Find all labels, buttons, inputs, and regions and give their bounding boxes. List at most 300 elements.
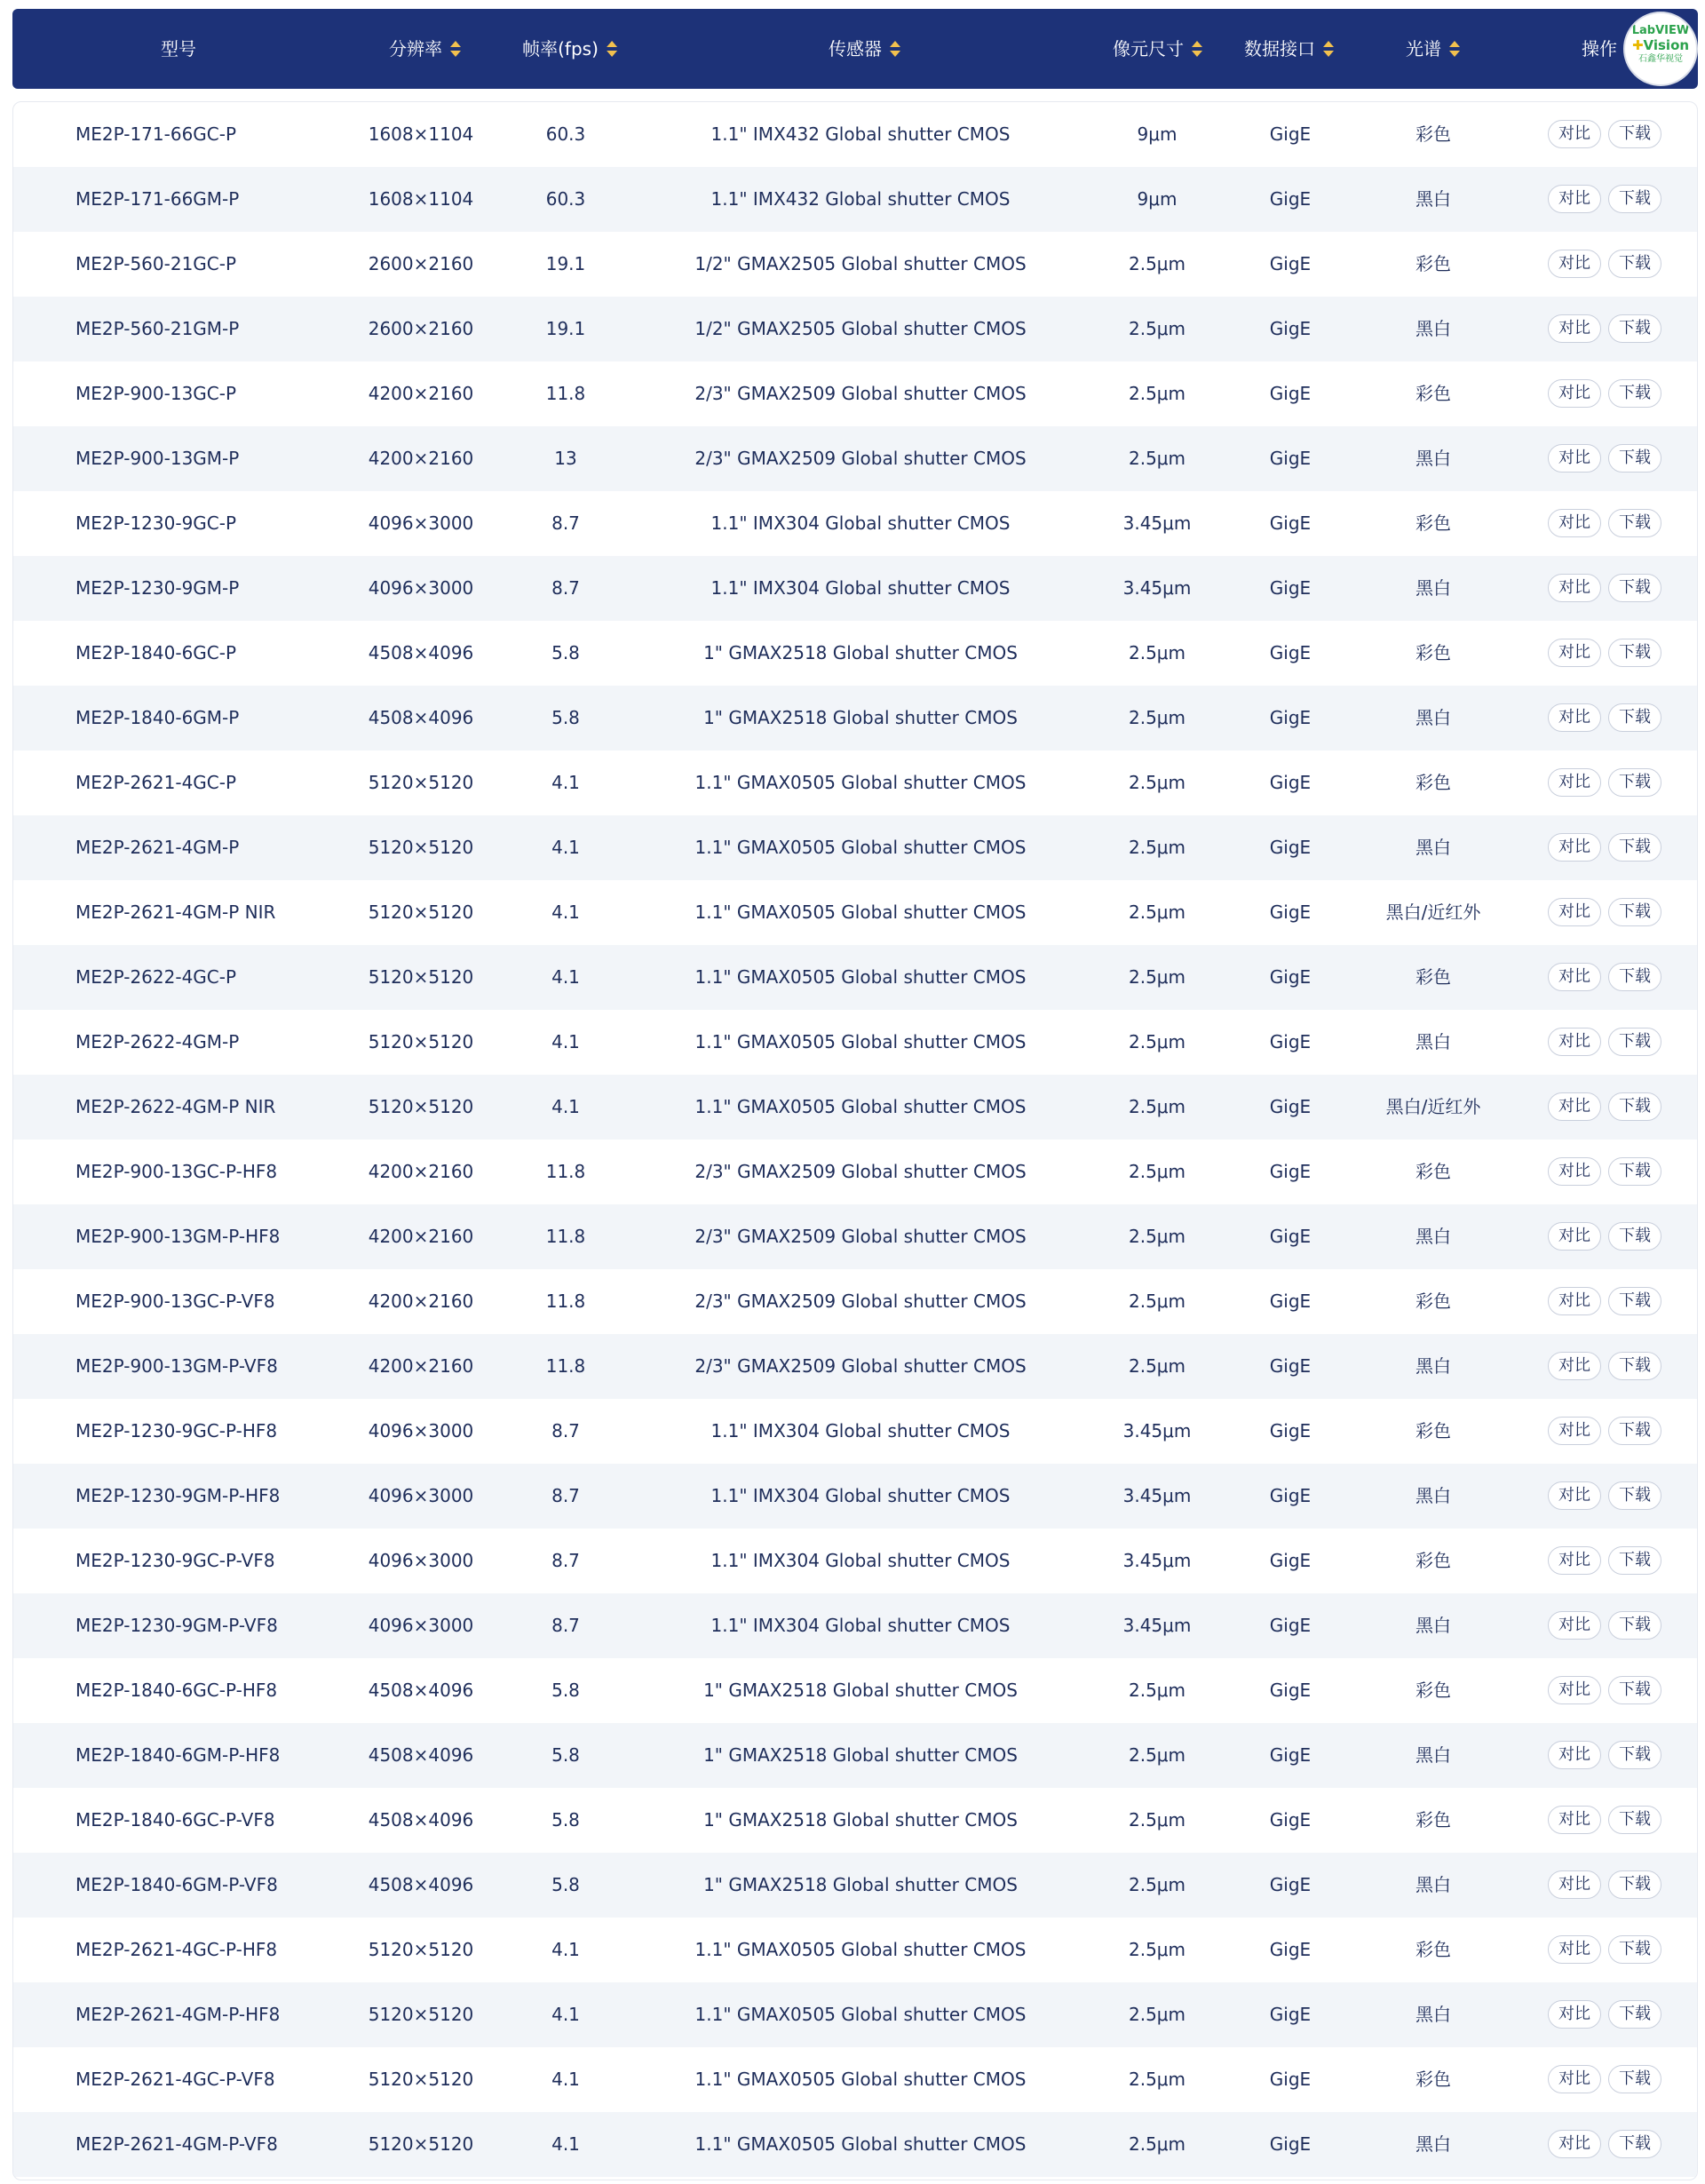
table-row <box>13 167 1698 232</box>
cell-interface: GigE <box>1269 1096 1312 1117</box>
cell-model: ME2P-1230-9GC-P-HF8 <box>75 1420 278 1441</box>
download-button[interactable]: 下载 <box>1608 898 1661 926</box>
cell-resolution: 5120×5120 <box>368 837 474 858</box>
cell-pixel-size: 2.5μm <box>1128 1744 1186 1766</box>
cell-fps: 11.8 <box>545 1226 586 1247</box>
cell-resolution: 4096×3000 <box>368 1485 474 1506</box>
compare-button[interactable]: 对比 <box>1548 1352 1601 1380</box>
table-row <box>13 1593 1698 1658</box>
cell-model: ME2P-1230-9GC-P <box>75 512 237 534</box>
logo-text-vision: ✚Vision <box>1631 37 1690 53</box>
compare-button[interactable]: 对比 <box>1548 120 1601 148</box>
cell-resolution: 2600×2160 <box>368 318 474 339</box>
cell-spectrum: 黑白/近红外 <box>1385 1096 1481 1117</box>
cell-sensor: 1/2" GMAX2505 Global shutter CMOS <box>694 318 1027 339</box>
table-row <box>13 2112 1698 2177</box>
cell-fps: 11.8 <box>545 1161 586 1182</box>
cell-model: ME2P-1230-9GC-P-VF8 <box>75 1550 275 1571</box>
compare-button[interactable]: 对比 <box>1548 1546 1601 1575</box>
column-header-sensor[interactable]: 传感器 <box>829 9 901 89</box>
cell-sensor: 1.1" IMX432 Global shutter CMOS <box>710 188 1011 210</box>
cell-sensor: 1.1" GMAX0505 Global shutter CMOS <box>694 966 1027 988</box>
table-row <box>13 1399 1698 1464</box>
compare-button[interactable]: 对比 <box>1548 185 1601 213</box>
cell-fps: 4.1 <box>551 837 580 858</box>
compare-button[interactable]: 对比 <box>1548 1481 1601 1510</box>
cell-sensor: 1.1" GMAX0505 Global shutter CMOS <box>694 772 1027 793</box>
cell-fps: 4.1 <box>551 2133 580 2155</box>
sort-icon[interactable] <box>606 39 618 59</box>
download-button[interactable]: 下载 <box>1608 444 1661 473</box>
cell-fps: 8.7 <box>551 1420 580 1441</box>
download-button[interactable]: 下载 <box>1608 703 1661 732</box>
cell-model: ME2P-1230-9GM-P-HF8 <box>75 1485 281 1506</box>
table-row <box>13 1658 1698 1723</box>
compare-button[interactable]: 对比 <box>1548 1870 1601 1899</box>
table-row <box>13 1075 1698 1140</box>
download-button[interactable]: 下载 <box>1608 1611 1661 1640</box>
download-button[interactable]: 下载 <box>1608 1222 1661 1251</box>
download-button[interactable]: 下载 <box>1608 2065 1661 2093</box>
table-row <box>13 297 1698 361</box>
cell-interface: GigE <box>1269 1809 1312 1831</box>
compare-button[interactable]: 对比 <box>1548 639 1601 667</box>
cell-spectrum: 彩色 <box>1416 2069 1451 2090</box>
cell-pixel-size: 2.5μm <box>1128 1226 1186 1247</box>
compare-button[interactable]: 对比 <box>1548 1806 1601 1834</box>
cell-model: ME2P-2621-4GM-P <box>75 837 240 858</box>
cell-pixel-size: 3.45μm <box>1122 1420 1192 1441</box>
table-row <box>13 1204 1698 1269</box>
sort-icon[interactable] <box>1191 39 1203 59</box>
cell-interface: GigE <box>1269 1291 1312 1312</box>
cell-spectrum: 黑白 <box>1416 188 1451 210</box>
cell-sensor: 1.1" IMX304 Global shutter CMOS <box>710 512 1011 534</box>
cell-model: ME2P-1230-9GM-P-VF8 <box>75 1615 278 1636</box>
cell-interface: GigE <box>1269 1420 1312 1441</box>
cell-fps: 4.1 <box>551 2069 580 2090</box>
table-row <box>13 361 1698 426</box>
cell-resolution: 4508×4096 <box>368 642 474 663</box>
cell-pixel-size: 2.5μm <box>1128 2069 1186 2090</box>
cell-fps: 5.8 <box>551 1744 580 1766</box>
download-button[interactable]: 下载 <box>1608 1028 1661 1056</box>
table-row <box>13 1918 1698 1982</box>
compare-button[interactable]: 对比 <box>1548 444 1601 473</box>
download-button[interactable]: 下载 <box>1608 1870 1661 1899</box>
cell-fps: 60.3 <box>545 188 586 210</box>
cell-spectrum: 黑白 <box>1416 448 1451 469</box>
cell-model: ME2P-1840-6GC-P-HF8 <box>75 1680 278 1701</box>
download-button[interactable]: 下载 <box>1608 1806 1661 1834</box>
cell-model: ME2P-1840-6GC-P-VF8 <box>75 1809 275 1831</box>
column-header-resolution[interactable]: 分辨率 <box>389 9 462 89</box>
cell-spectrum: 黑白 <box>1416 2004 1451 2025</box>
cell-sensor: 1.1" IMX304 Global shutter CMOS <box>710 577 1011 599</box>
download-button[interactable]: 下载 <box>1608 833 1661 862</box>
cell-sensor: 1.1" GMAX0505 Global shutter CMOS <box>694 2004 1027 2025</box>
cell-pixel-size: 2.5μm <box>1128 901 1186 923</box>
plus-icon: ✚ <box>1631 37 1644 53</box>
cell-sensor: 2/3" GMAX2509 Global shutter CMOS <box>694 1355 1027 1377</box>
cell-fps: 13 <box>554 448 577 469</box>
cell-sensor: 1.1" GMAX0505 Global shutter CMOS <box>694 837 1027 858</box>
cell-spectrum: 黑白 <box>1416 1615 1451 1636</box>
table-row <box>13 232 1698 297</box>
cell-interface: GigE <box>1269 253 1312 274</box>
table-row <box>13 556 1698 621</box>
cell-sensor: 1" GMAX2518 Global shutter CMOS <box>703 1874 1018 1895</box>
cell-fps: 4.1 <box>551 1096 580 1117</box>
cell-pixel-size: 2.5μm <box>1128 642 1186 663</box>
download-button[interactable]: 下载 <box>1608 1481 1661 1510</box>
cell-spectrum: 黑白 <box>1416 1226 1451 1247</box>
cell-sensor: 1/2" GMAX2505 Global shutter CMOS <box>694 253 1027 274</box>
cell-fps: 11.8 <box>545 383 586 404</box>
cell-fps: 4.1 <box>551 772 580 793</box>
cell-model: ME2P-900-13GC-P-HF8 <box>75 1161 278 1182</box>
cell-spectrum: 彩色 <box>1416 1291 1451 1312</box>
download-button[interactable]: 下载 <box>1608 768 1661 797</box>
table-row <box>13 751 1698 815</box>
cell-pixel-size: 2.5μm <box>1128 448 1186 469</box>
cell-interface: GigE <box>1269 707 1312 728</box>
download-button[interactable]: 下载 <box>1608 1676 1661 1704</box>
cell-sensor: 2/3" GMAX2509 Global shutter CMOS <box>694 1291 1027 1312</box>
cell-model: ME2P-1840-6GM-P-VF8 <box>75 1874 278 1895</box>
download-button[interactable]: 下载 <box>1608 2000 1661 2029</box>
cell-interface: GigE <box>1269 1615 1312 1636</box>
cell-spectrum: 黑白 <box>1416 1485 1451 1506</box>
cell-spectrum: 彩色 <box>1416 1420 1451 1441</box>
cell-interface: GigE <box>1269 512 1312 534</box>
cell-fps: 8.7 <box>551 1615 580 1636</box>
cell-model: ME2P-900-13GC-P <box>75 383 237 404</box>
compare-button[interactable]: 对比 <box>1548 509 1601 537</box>
cell-fps: 8.7 <box>551 1485 580 1506</box>
cell-interface: GigE <box>1269 1550 1312 1571</box>
download-button[interactable]: 下载 <box>1608 1352 1661 1380</box>
cell-pixel-size: 2.5μm <box>1128 2004 1186 2025</box>
cell-fps: 19.1 <box>545 318 586 339</box>
cell-resolution: 4508×4096 <box>368 1680 474 1701</box>
sort-icon[interactable] <box>1448 39 1461 59</box>
download-button[interactable]: 下载 <box>1608 185 1661 213</box>
cell-spectrum: 彩色 <box>1416 1550 1451 1571</box>
sort-icon[interactable] <box>889 39 901 59</box>
table-row <box>13 1723 1698 1788</box>
table-row <box>13 1788 1698 1853</box>
cell-fps: 5.8 <box>551 707 580 728</box>
cell-model: ME2P-2621-4GM-P NIR <box>75 901 276 923</box>
cell-resolution: 4096×3000 <box>368 1550 474 1571</box>
cell-interface: GigE <box>1269 1939 1312 1960</box>
cell-pixel-size: 2.5μm <box>1128 1031 1186 1052</box>
cell-fps: 8.7 <box>551 1550 580 1571</box>
cell-spectrum: 黑白 <box>1416 1874 1451 1895</box>
cell-resolution: 5120×5120 <box>368 2133 474 2155</box>
cell-interface: GigE <box>1269 577 1312 599</box>
cell-sensor: 2/3" GMAX2509 Global shutter CMOS <box>694 383 1027 404</box>
logo-text-labview: LabVIEW <box>1631 24 1690 37</box>
cell-resolution: 1608×1104 <box>368 188 474 210</box>
download-button[interactable]: 下载 <box>1608 963 1661 991</box>
column-header-pixel-size[interactable]: 像元尺寸 <box>1113 9 1203 89</box>
download-button[interactable]: 下载 <box>1608 1935 1661 1964</box>
cell-model: ME2P-2622-4GC-P <box>75 966 237 988</box>
cell-spectrum: 彩色 <box>1416 253 1451 274</box>
compare-button[interactable]: 对比 <box>1548 1028 1601 1056</box>
cell-fps: 8.7 <box>551 512 580 534</box>
cell-interface: GigE <box>1269 1680 1312 1701</box>
cell-model: ME2P-1840-6GM-P-HF8 <box>75 1744 281 1766</box>
cell-sensor: 1" GMAX2518 Global shutter CMOS <box>703 1809 1018 1831</box>
table-row <box>13 491 1698 556</box>
download-button[interactable]: 下载 <box>1608 1417 1661 1445</box>
cell-pixel-size: 3.45μm <box>1122 577 1192 599</box>
cell-pixel-size: 2.5μm <box>1128 707 1186 728</box>
download-button[interactable]: 下载 <box>1608 120 1661 148</box>
cell-sensor: 1.1" IMX304 Global shutter CMOS <box>710 1615 1011 1636</box>
table-row <box>13 1982 1698 2047</box>
download-button[interactable]: 下载 <box>1608 1092 1661 1121</box>
cell-resolution: 4508×4096 <box>368 1874 474 1895</box>
cell-model: ME2P-1840-6GM-P <box>75 707 240 728</box>
cell-sensor: 1.1" GMAX0505 Global shutter CMOS <box>694 1031 1027 1052</box>
cell-sensor: 1.1" IMX304 Global shutter CMOS <box>710 1550 1011 1571</box>
table-row <box>13 1853 1698 1918</box>
cell-resolution: 4096×3000 <box>368 577 474 599</box>
cell-pixel-size: 2.5μm <box>1128 253 1186 274</box>
cell-pixel-size: 2.5μm <box>1128 772 1186 793</box>
cell-spectrum: 黑白 <box>1416 2133 1451 2155</box>
cell-sensor: 1.1" GMAX0505 Global shutter CMOS <box>694 1939 1027 1960</box>
cell-interface: GigE <box>1269 123 1312 145</box>
cell-pixel-size: 2.5μm <box>1128 1355 1186 1377</box>
cell-spectrum: 彩色 <box>1416 1809 1451 1831</box>
compare-button[interactable]: 对比 <box>1548 1611 1601 1640</box>
cell-model: ME2P-2622-4GM-P <box>75 1031 240 1052</box>
cell-model: ME2P-2621-4GC-P-HF8 <box>75 1939 278 1960</box>
cell-resolution: 5120×5120 <box>368 966 474 988</box>
cell-model: ME2P-2621-4GC-P-VF8 <box>75 2069 275 2090</box>
table-header <box>12 9 1698 89</box>
download-button[interactable]: 下载 <box>1608 1157 1661 1186</box>
cell-fps: 4.1 <box>551 2004 580 2025</box>
cell-sensor: 1" GMAX2518 Global shutter CMOS <box>703 707 1018 728</box>
cell-fps: 4.1 <box>551 1031 580 1052</box>
download-button[interactable]: 下载 <box>1608 250 1661 278</box>
download-button[interactable]: 下载 <box>1608 314 1661 343</box>
cell-interface: GigE <box>1269 1226 1312 1247</box>
cell-model: ME2P-2621-4GM-P-VF8 <box>75 2133 278 2155</box>
cell-resolution: 4200×2160 <box>368 1226 474 1247</box>
cell-interface: GigE <box>1269 837 1312 858</box>
cell-spectrum: 彩色 <box>1416 642 1451 663</box>
cell-pixel-size: 2.5μm <box>1128 1874 1186 1895</box>
cell-spectrum: 彩色 <box>1416 512 1451 534</box>
cell-interface: GigE <box>1269 642 1312 663</box>
cell-pixel-size: 2.5μm <box>1128 1161 1186 1182</box>
cell-fps: 4.1 <box>551 1939 580 1960</box>
cell-interface: GigE <box>1269 901 1312 923</box>
cell-fps: 19.1 <box>545 253 586 274</box>
cell-pixel-size: 9μm <box>1137 188 1178 210</box>
cell-spectrum: 彩色 <box>1416 123 1451 145</box>
cell-pixel-size: 2.5μm <box>1128 966 1186 988</box>
table-row <box>13 945 1698 1010</box>
cell-interface: GigE <box>1269 1355 1312 1377</box>
cell-resolution: 4096×3000 <box>368 1615 474 1636</box>
column-header-model: 型号 <box>161 38 196 60</box>
column-header-interface[interactable]: 数据接口 <box>1244 9 1335 89</box>
compare-button[interactable]: 对比 <box>1548 2065 1601 2093</box>
cell-spectrum: 黑白/近红外 <box>1385 901 1481 923</box>
cell-fps: 5.8 <box>551 1874 580 1895</box>
table-row <box>13 426 1698 491</box>
cell-fps: 60.3 <box>545 123 586 145</box>
cell-fps: 11.8 <box>545 1291 586 1312</box>
compare-button[interactable]: 对比 <box>1548 2000 1601 2029</box>
cell-resolution: 4508×4096 <box>368 707 474 728</box>
compare-button[interactable]: 对比 <box>1548 574 1601 602</box>
sort-icon[interactable] <box>1322 39 1335 59</box>
cell-resolution: 1608×1104 <box>368 123 474 145</box>
compare-button[interactable]: 对比 <box>1548 1676 1601 1704</box>
table-row <box>13 1140 1698 1204</box>
cell-model: ME2P-1230-9GM-P <box>75 577 240 599</box>
compare-button[interactable]: 对比 <box>1548 1935 1601 1964</box>
download-button[interactable]: 下载 <box>1608 1741 1661 1769</box>
cell-model: ME2P-900-13GC-P-VF8 <box>75 1291 275 1312</box>
logo-text-brand: 石鑫华视觉 <box>1638 54 1683 64</box>
cell-interface: GigE <box>1269 2069 1312 2090</box>
cell-pixel-size: 3.45μm <box>1122 1485 1192 1506</box>
cell-sensor: 1.1" GMAX0505 Global shutter CMOS <box>694 901 1027 923</box>
cell-resolution: 4200×2160 <box>368 1355 474 1377</box>
column-header-spectrum[interactable]: 光谱 <box>1406 9 1461 89</box>
cell-spectrum: 彩色 <box>1416 772 1451 793</box>
download-button[interactable]: 下载 <box>1608 1546 1661 1575</box>
cell-spectrum: 黑白 <box>1416 318 1451 339</box>
cell-model: ME2P-900-13GM-P <box>75 448 240 469</box>
compare-button[interactable]: 对比 <box>1548 250 1601 278</box>
sort-icon[interactable] <box>449 39 462 59</box>
cell-resolution: 5120×5120 <box>368 2004 474 2025</box>
cell-sensor: 2/3" GMAX2509 Global shutter CMOS <box>694 448 1027 469</box>
compare-button[interactable]: 对比 <box>1548 898 1601 926</box>
table-row <box>13 1529 1698 1593</box>
cell-resolution: 4200×2160 <box>368 1161 474 1182</box>
cell-resolution: 4200×2160 <box>368 448 474 469</box>
cell-sensor: 1.1" GMAX0505 Global shutter CMOS <box>694 2133 1027 2155</box>
cell-pixel-size: 3.45μm <box>1122 1550 1192 1571</box>
cell-pixel-size: 2.5μm <box>1128 2133 1186 2155</box>
table-row <box>13 621 1698 686</box>
cell-resolution: 4200×2160 <box>368 383 474 404</box>
table-row <box>13 102 1698 167</box>
cell-interface: GigE <box>1269 1744 1312 1766</box>
compare-button[interactable]: 对比 <box>1548 314 1601 343</box>
compare-button[interactable]: 对比 <box>1548 1741 1601 1769</box>
cell-spectrum: 彩色 <box>1416 1161 1451 1182</box>
cell-spectrum: 黑白 <box>1416 1355 1451 1377</box>
cell-resolution: 4096×3000 <box>368 1420 474 1441</box>
compare-button[interactable]: 对比 <box>1548 768 1601 797</box>
download-button[interactable]: 下载 <box>1608 1287 1661 1315</box>
download-button[interactable]: 下载 <box>1608 509 1661 537</box>
cell-sensor: 1" GMAX2518 Global shutter CMOS <box>703 642 1018 663</box>
compare-button[interactable]: 对比 <box>1548 1157 1601 1186</box>
cell-fps: 8.7 <box>551 577 580 599</box>
cell-sensor: 1" GMAX2518 Global shutter CMOS <box>703 1680 1018 1701</box>
cell-model: ME2P-171-66GC-P <box>75 123 237 145</box>
cell-sensor: 1.1" GMAX0505 Global shutter CMOS <box>694 1096 1027 1117</box>
compare-button[interactable]: 对比 <box>1548 1417 1601 1445</box>
cell-fps: 5.8 <box>551 1680 580 1701</box>
cell-model: ME2P-560-21GC-P <box>75 253 237 274</box>
cell-resolution: 5120×5120 <box>368 1939 474 1960</box>
cell-spectrum: 彩色 <box>1416 1939 1451 1960</box>
cell-spectrum: 彩色 <box>1416 383 1451 404</box>
cell-sensor: 2/3" GMAX2509 Global shutter CMOS <box>694 1226 1027 1247</box>
cell-resolution: 2600×2160 <box>368 253 474 274</box>
cell-pixel-size: 9μm <box>1137 123 1178 145</box>
compare-button[interactable]: 对比 <box>1548 2130 1601 2158</box>
column-header-fps[interactable]: 帧率(fps) <box>522 9 618 89</box>
compare-button[interactable]: 对比 <box>1548 1092 1601 1121</box>
cell-spectrum: 黑白 <box>1416 577 1451 599</box>
cell-model: ME2P-900-13GM-P-HF8 <box>75 1226 281 1247</box>
cell-resolution: 4096×3000 <box>368 512 474 534</box>
cell-pixel-size: 2.5μm <box>1128 318 1186 339</box>
cell-pixel-size: 3.45μm <box>1122 512 1192 534</box>
download-button[interactable]: 下载 <box>1608 574 1661 602</box>
cell-sensor: 1.1" IMX304 Global shutter CMOS <box>710 1420 1011 1441</box>
table-row <box>13 1334 1698 1399</box>
cell-spectrum: 黑白 <box>1416 1744 1451 1766</box>
compare-button[interactable]: 对比 <box>1548 833 1601 862</box>
cell-interface: GigE <box>1269 318 1312 339</box>
compare-button[interactable]: 对比 <box>1548 1287 1601 1315</box>
download-button[interactable]: 下载 <box>1608 639 1661 667</box>
cell-sensor: 2/3" GMAX2509 Global shutter CMOS <box>694 1161 1027 1182</box>
cell-interface: GigE <box>1269 772 1312 793</box>
cell-pixel-size: 2.5μm <box>1128 383 1186 404</box>
download-button[interactable]: 下载 <box>1608 2130 1661 2158</box>
cell-resolution: 4508×4096 <box>368 1809 474 1831</box>
cell-model: ME2P-2621-4GC-P <box>75 772 237 793</box>
cell-pixel-size: 2.5μm <box>1128 1291 1186 1312</box>
cell-pixel-size: 2.5μm <box>1128 1680 1186 1701</box>
compare-button[interactable]: 对比 <box>1548 963 1601 991</box>
table-row <box>13 1010 1698 1075</box>
cell-resolution: 5120×5120 <box>368 1031 474 1052</box>
cell-sensor: 1.1" IMX432 Global shutter CMOS <box>710 123 1011 145</box>
cell-interface: GigE <box>1269 448 1312 469</box>
cell-pixel-size: 2.5μm <box>1128 837 1186 858</box>
download-button[interactable]: 下载 <box>1608 379 1661 408</box>
cell-pixel-size: 3.45μm <box>1122 1615 1192 1636</box>
table-row <box>13 1464 1698 1529</box>
cell-sensor: 1.1" GMAX0505 Global shutter CMOS <box>694 2069 1027 2090</box>
cell-fps: 5.8 <box>551 1809 580 1831</box>
compare-button[interactable]: 对比 <box>1548 379 1601 408</box>
cell-spectrum: 彩色 <box>1416 1680 1451 1701</box>
cell-model: ME2P-2622-4GM-P NIR <box>75 1096 276 1117</box>
compare-button[interactable]: 对比 <box>1548 703 1601 732</box>
compare-button[interactable]: 对比 <box>1548 1222 1601 1251</box>
